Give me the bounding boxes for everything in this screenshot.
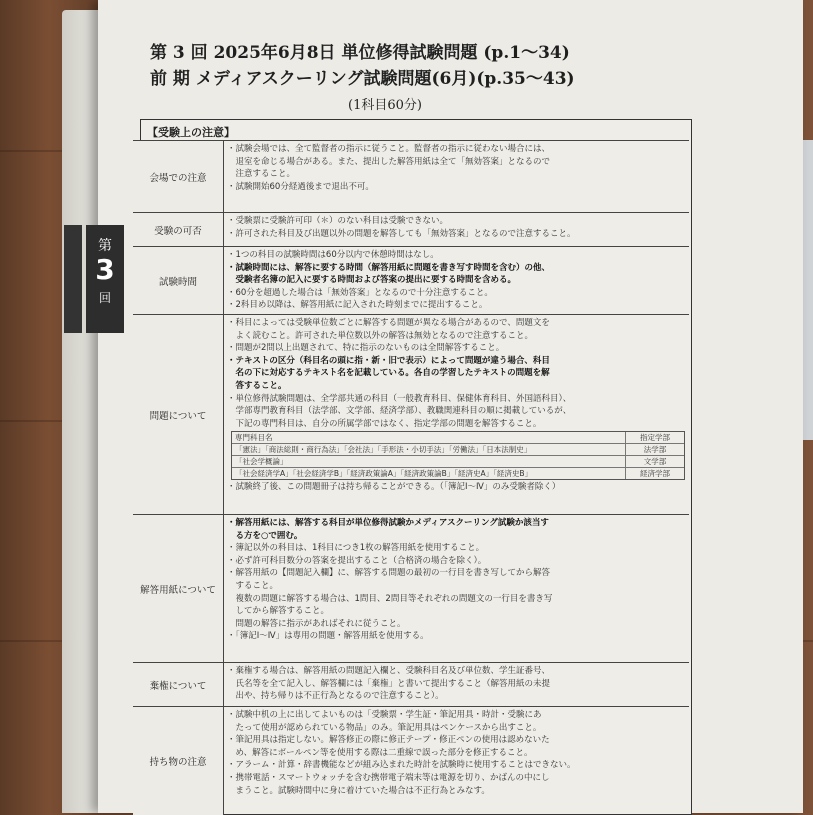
notice-line: まうこと。試験時間中に身に着けていた場合は不正行為とみなす。 <box>227 785 490 796</box>
notice-line: ・棄権する場合は、解答用紙の問題記入欄と、受験科目名及び単位数、学生証番号、 <box>227 666 551 676</box>
notice-line: ・1つの科目の試験時間は60分以内で休憩時間はなし。 <box>227 250 439 260</box>
table-cell: 専門科目名 <box>235 433 273 443</box>
header-line-1: 第 3 回 2025年6月8日 単位修得試験問題 (p.1〜34) <box>150 43 570 63</box>
notice-line: ・試験中机の上に出してよいものは「受験票・学生証・筆記用具・時計・受験にあ <box>227 710 542 720</box>
section-venue <box>133 140 689 213</box>
notice-line: 出や、持ち帰りは不正行為となるので注意すること）。 <box>227 691 444 702</box>
notice-line: ・アラーム・計算・辞書機能などが組み込まれた時計を試験時に使用することはできない。 <box>227 760 576 771</box>
section-withdrawal <box>133 662 689 707</box>
notice-line: 答すること。 <box>227 380 287 391</box>
notice-line: ・60分を超過した場合は「無効答案」となるので十分注意すること。 <box>227 287 493 298</box>
section-label: 解答用紙について <box>133 515 224 663</box>
notice-line: ・解答用紙には、解答する科目が単位修得試験かメディアスクーリング試験か該当す <box>227 518 549 528</box>
section-answer-sheet <box>133 514 689 663</box>
table-cell: 文学部 <box>625 456 684 467</box>
section-content <box>227 665 685 703</box>
table-row <box>232 443 684 455</box>
section-belongings <box>133 706 689 815</box>
notice-line: ・単位修得試験問題は、全学部共通の科目（一般教育科目、保健体育科目、外国語科目）、 <box>227 393 572 404</box>
notice-line: ・許可された科目及び出題以外の問題を解答しても「無効答案」となるので注意すること。 <box>227 228 576 239</box>
table-cell: 経済学部 <box>625 468 684 479</box>
notice-line: 下記の専門科目は、自分の所属学部ではなく、指定学部の問題を解答すること。 <box>227 418 542 429</box>
table-cell: 法学部 <box>625 444 684 455</box>
index-tab-shadow <box>64 225 82 333</box>
notice-line: ・試験時間には、解答に要する時間（解答用紙に問題を書き写す時間を含む）の他、 <box>227 262 551 273</box>
notice-line: 名の下に対応するテキスト名を記載している。各自の学習したテキストの問題を解 <box>227 368 550 379</box>
header-line-2: 前 期 メディアスクーリング試験問題(6月)(p.35〜43) <box>150 69 575 89</box>
notice-line: ・科目によっては受験単位数ごとに解答する問題が異なる場合があるので、問題文を <box>227 318 550 328</box>
notice-line: すること。 <box>227 580 279 591</box>
notice-line: よく読むこと。許可された単位数以外の解答は無効となるので注意すること。 <box>227 330 534 341</box>
notice-line: ・「簿記Ⅰ〜Ⅳ」は専用の問題・解答用紙を使用する。 <box>227 631 429 642</box>
table-cell: 「憲法」「商法総則・商行為法」「会社法」「手形法・小切手法」「労働法」「日本法制史」 <box>235 445 532 455</box>
exam-notice-box <box>140 119 692 815</box>
header-line-3: (1科目60分) <box>348 98 422 113</box>
notice-line: る方を○で囲む。 <box>227 530 303 541</box>
notice-line: 複数の問題に解答する場合は、1問目、2問目等それぞれの問題文の一行目を書き写 <box>227 593 553 604</box>
notice-line: ・テキストの区分（科目名の頭に指・新・旧で表示）によって問題が違う場合、科目 <box>227 355 550 366</box>
side-index-tab <box>86 225 124 333</box>
section-questions <box>133 314 689 515</box>
table-row <box>232 455 684 467</box>
notice-line: 問題の解答に指示があればそれに従うこと。 <box>227 618 406 629</box>
notice-line: ・携帯電話・スマートウォッチを含む携帯電子端末等は電源を切り、かばんの中にし <box>227 772 550 783</box>
side-tab-top: 第 <box>98 238 112 254</box>
section-content <box>227 249 685 312</box>
notice-heading: 【受験上の注意】 <box>147 126 235 139</box>
side-tab-number: 3 <box>95 253 115 286</box>
notice-line: ・簿記以外の科目は、1科目につき1枚の解答用紙を使用すること。 <box>227 543 485 554</box>
section-label: 会場での注意 <box>133 141 224 213</box>
table-row <box>232 467 684 479</box>
section-exam-time <box>133 246 689 315</box>
notice-line: ・必ず許可科目数分の答案を提出すること（合格済の場合を除く）。 <box>227 555 487 566</box>
section-content <box>227 709 685 797</box>
section-content <box>227 517 685 643</box>
section-content <box>227 317 685 494</box>
notice-line: ・試験開始60分経過後まで退出不可。 <box>227 181 374 192</box>
section-content <box>227 143 685 193</box>
notice-line: ・解答用紙の【問題記入欄】に、解答する問題の最初の一行目を書き写してから解答 <box>227 568 551 579</box>
section-label: 試験時間 <box>133 247 224 315</box>
notice-line: してから解答すること。 <box>227 606 330 617</box>
notice-line: ・筆記用具は指定しない。解答修正の際に修正テープ・修正ペンの使用は認めないた <box>227 735 550 746</box>
notice-line: ・受験票に受験許可印（＊）のない科目は受験できない。 <box>227 216 449 226</box>
notice-line: 退室を命じる場合がある。また、提出した解答用紙は全て「無効答案」となるので <box>227 156 551 167</box>
designated-faculty-table <box>231 431 685 480</box>
page-stack-edge <box>62 10 102 813</box>
section-label: 棄権について <box>133 663 224 707</box>
notice-line: ・2科目め以降は、解答用紙に記入された時刻までに提出すること。 <box>227 300 488 311</box>
table-cell: 「社会経済学A」「社会経済学B」「経済政策論A」「経済政策論B」「経済史A」「経済史B」 <box>235 469 533 479</box>
notice-line: ・試験終了後、この問題冊子は持ち帰ることができる。（「簿記Ⅰ〜Ⅳ」のみ受験者除く） <box>227 482 561 493</box>
section-label: 受験の可否 <box>133 213 224 247</box>
section-eligibility <box>133 212 689 247</box>
table-row <box>232 432 684 443</box>
section-label: 問題について <box>133 315 224 515</box>
table-cell: 指定学部 <box>625 432 684 443</box>
side-tab-bottom: 回 <box>98 291 111 305</box>
notice-line: 学部専門教育科目（法学部、文学部、経済学部）、教職関連科目の順に掲載しているが、 <box>227 406 572 417</box>
notice-line: たって使用が認められている物品」のみ。筆記用具はペンケースから出すこと。 <box>227 722 542 733</box>
notice-line: め、解答にボールペン等を使用する際は二重線で誤った部分を修正すること。 <box>227 747 533 758</box>
notice-line: 氏名等を全て記入し、解答欄には「棄権」と書いて提出すること（解答用紙の未提 <box>227 678 551 689</box>
notice-line: 注意すること。 <box>227 169 296 180</box>
notice-line: 受験者名簿の記入に要する時間および答案の提出に要する時間を含める。 <box>227 275 517 286</box>
notice-line: ・試験会場では、全て監督者の指示に従うこと。監督者の指示に従わない場合には、 <box>227 144 551 154</box>
section-content <box>227 215 685 240</box>
section-label: 持ち物の注意 <box>133 707 224 815</box>
table-cell: 「社会学概論」 <box>235 457 288 467</box>
notice-line: ・問題が2問以上出題されて、特に指示のないものは全問解答すること。 <box>227 343 505 354</box>
